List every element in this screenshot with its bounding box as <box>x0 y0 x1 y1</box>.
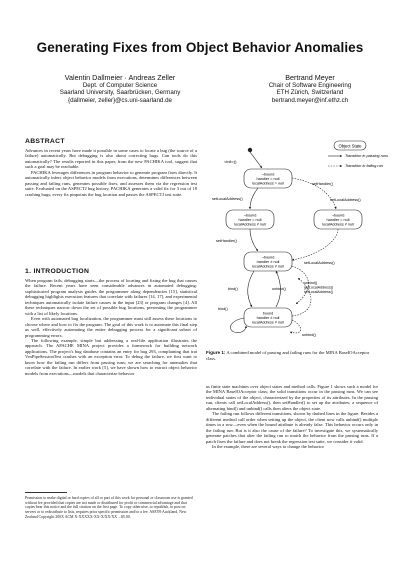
state-node-4 <box>244 252 292 271</box>
introduction-body <box>25 278 197 486</box>
author-names: Valentin Dallmeier · Andreas Zeller <box>64 73 176 82</box>
copyright-footnote: Permission to make digital or hard copies of all or part of this work for personal or classroom use is granted without fee provided that copies are not made or distributed for profit or commercial advantage and that copies bear this notice and the full citation on the first page. To copy otherwise, to republish, to post on servers or to redistribute to lists, requires prior specific permission and/or a fee. ASE'09 Auckland, New Zealand Copyright 200X ACM X-XXXXX-XX-X/XX/XX ...$5.00. <box>25 496 193 519</box>
author-names: Bertrand Meyer <box>285 73 335 82</box>
author-affiliation: Chair of Software Engineering <box>268 82 352 89</box>
svg-text:localAddress ≠ null: localAddress ≠ null <box>322 222 354 227</box>
edge-label: bind() <box>228 287 238 291</box>
svg-text:localAddress ≠ null: localAddress ≠ null <box>252 264 284 269</box>
state-node-2 <box>226 210 274 229</box>
body-paragraph: The failing run follows different transitions, shown by dashed lines in the figure. Besides a different method call order when setting up the object, the client now calls unbind() multiple times in a row—even when the bound attribute is already false. This behavior occurs only in the failing run. But is it also the cause of the failure? To investigate this, we systematically generate patches that alter the failing run to match the behavior from the passing runs. If a patch fixes the failure and does not break the regression test suite, we consider it valid. <box>206 411 378 444</box>
author-affiliation: ETH Zürich, Switzerland <box>276 89 344 97</box>
body-paragraph: When program fails, debugging starts—the process of locating and fixing the bug that causes the failure. Recent years have seen considerable advances in automated debugging: sophisticated program analysis guides the programmer along dependencies [15], statistical debugging highlights execution features that correlate with failures [14, 17], and experimental techniques automatically isolate failure causes in the input [23] or program changes [4]. All these techniques narrow down the set of possible bug locations, presenting the programmer with a list of likely locations. <box>25 278 197 316</box>
edge-label: setLocalAddress() <box>304 261 335 265</box>
figure-legend <box>328 141 388 168</box>
author-affiliation: Saarland University, Saarbrücken, Germany <box>59 89 181 97</box>
author-email: bertrand.meyer@inf.ethz.ch <box>271 96 349 104</box>
state-node-1 <box>244 169 292 188</box>
edge-label: unbind() <box>304 281 318 285</box>
svg-text:handler = null: handler = null <box>256 177 280 181</box>
edge-setlocaladdress-pass <box>250 188 258 209</box>
figure-caption-text: A combined model of passing and failing runs for the MINA BaseIOAcceptor class. <box>206 350 370 361</box>
state-machine-diagram <box>206 138 388 348</box>
abstract-paragraph: PACHIKA leverages differences in program behavior to generate program fixes directly. It automatically infers object behavior models from executions, determines differences between passing and failing runs, generates possible fixes, and assesses them via the regression test suite. Evaluated on the ASPECTJ bug history, PACHIKA generates a valid fix for 3 out of 18 crashing bugs; every fix pinpoints the bug location and passes the ASPECTJ test suite. <box>25 169 197 197</box>
edge-label: setHandler() <box>216 239 237 243</box>
edge-setlocaladdress-fail <box>292 229 338 260</box>
legend-fail-label: Transition in failing run <box>345 164 383 169</box>
body-paragraph: as finite state machines over object states and method calls. Figure 1 shows such a model for the MINA BaseIOAcceptor class; the solid transitions occur in the passing runs. We can see individual states of the object, characterized by the properties of its attributes. In the passing run, clients call setLocalAddress(), then setHandler() to set up the attributes; a sequence of alternating bind() and unbind() calls then alters the object state. <box>206 384 378 411</box>
author-block-right <box>225 73 395 104</box>
svg-text:¬bound: ¬bound <box>331 213 345 218</box>
edge-label: unbind() <box>272 287 286 291</box>
svg-text:handler ≠ null: handler ≠ null <box>256 316 280 320</box>
svg-text:¬bound: ¬bound <box>243 213 257 218</box>
body-paragraph: The following example, simple but addressing a real-life application illustrates the approach. The APACHE MINA project provides a framework for building network applications. The project's bug database contains an entry for bug 293, complaining that trat VmPipeSessionTest crashes with an exception error. To debug the failure, we first want to know how the failing run differs from passing runs; we are searching for anomalies that correlate with the failure. In earlier work [5], we have shown how to extract object behavior models from executions—models that characterize behavior <box>25 337 197 376</box>
edge-label-init: <init>() <box>224 159 237 164</box>
abstract-paragraph: Advances in recent years have made it possible in some cases to locate a bug (the source of a failure) automatically. But debugging is also about correcting bugs. Can tools do this automatically? The results reported in this paper, from the new PACHIKA tool, suggest that such a goal may be reachable. <box>25 148 197 170</box>
figure-caption <box>206 350 378 361</box>
svg-text:¬bound: ¬bound <box>261 172 275 177</box>
figure-state-machine <box>206 138 388 348</box>
start-node <box>248 148 252 152</box>
svg-text:handler = null: handler = null <box>238 218 262 222</box>
svg-text:handler = null: handler = null <box>326 218 350 222</box>
edge-label: bind() <box>218 307 228 311</box>
author-block-left <box>20 73 220 104</box>
abstract-body <box>25 148 197 260</box>
abstract-heading: ABSTRACT <box>25 138 65 145</box>
edge-sethandler-pass <box>250 229 258 251</box>
legend-pass-label: Transition in passing runs <box>345 154 388 159</box>
state-node-5 <box>244 308 292 327</box>
state-node-3 <box>314 210 362 229</box>
svg-text:bound: bound <box>262 311 274 316</box>
svg-text:handler ≠ null: handler ≠ null <box>256 260 280 264</box>
paper-title: Generating Fixes from Object Behavior Anomalies <box>36 40 364 55</box>
edge-init <box>250 152 262 168</box>
footnote-divider <box>25 492 67 493</box>
author-email: {dallmeier, zeller}@cs.uni-saarland.de <box>68 96 172 104</box>
edge-label: setLocalAddress() <box>330 198 361 202</box>
legend-state-label: Object State <box>338 143 362 149</box>
edge-label: setHandler() <box>312 182 333 186</box>
body-paragraph: Even with automated bug localization, the programmer must still assess these locations to choose where and how to fix the program. The goal of this work is to automate this final step as well, effectively automating the entire debugging process for a significant subset of programming errors. <box>25 316 197 338</box>
edge-bind-2 <box>230 318 246 333</box>
edge-label: setLocalAddress() <box>212 197 243 201</box>
svg-text:localAddress ≠ null: localAddress ≠ null <box>234 222 266 227</box>
edge-label: setLocalAddress() <box>304 290 333 294</box>
introduction-heading: 1. INTRODUCTION <box>25 268 90 275</box>
edge-label: unbind() <box>302 333 316 337</box>
edge-label: getLocalAddress() <box>304 285 334 290</box>
left-column <box>25 138 197 520</box>
right-column-text <box>206 384 378 534</box>
svg-text:localAddress = null: localAddress = null <box>252 181 284 186</box>
body-paragraph: In the example, there are several ways to change the behavior <box>212 443 324 449</box>
author-affiliation: Dept. of Computer Science <box>82 82 158 89</box>
svg-text:localAddress ≠ null: localAddress ≠ null <box>252 320 284 325</box>
svg-text:¬bound: ¬bound <box>261 255 275 260</box>
edge-bind-1 <box>248 271 254 307</box>
figure-caption-label: Figure 1: <box>206 350 226 355</box>
